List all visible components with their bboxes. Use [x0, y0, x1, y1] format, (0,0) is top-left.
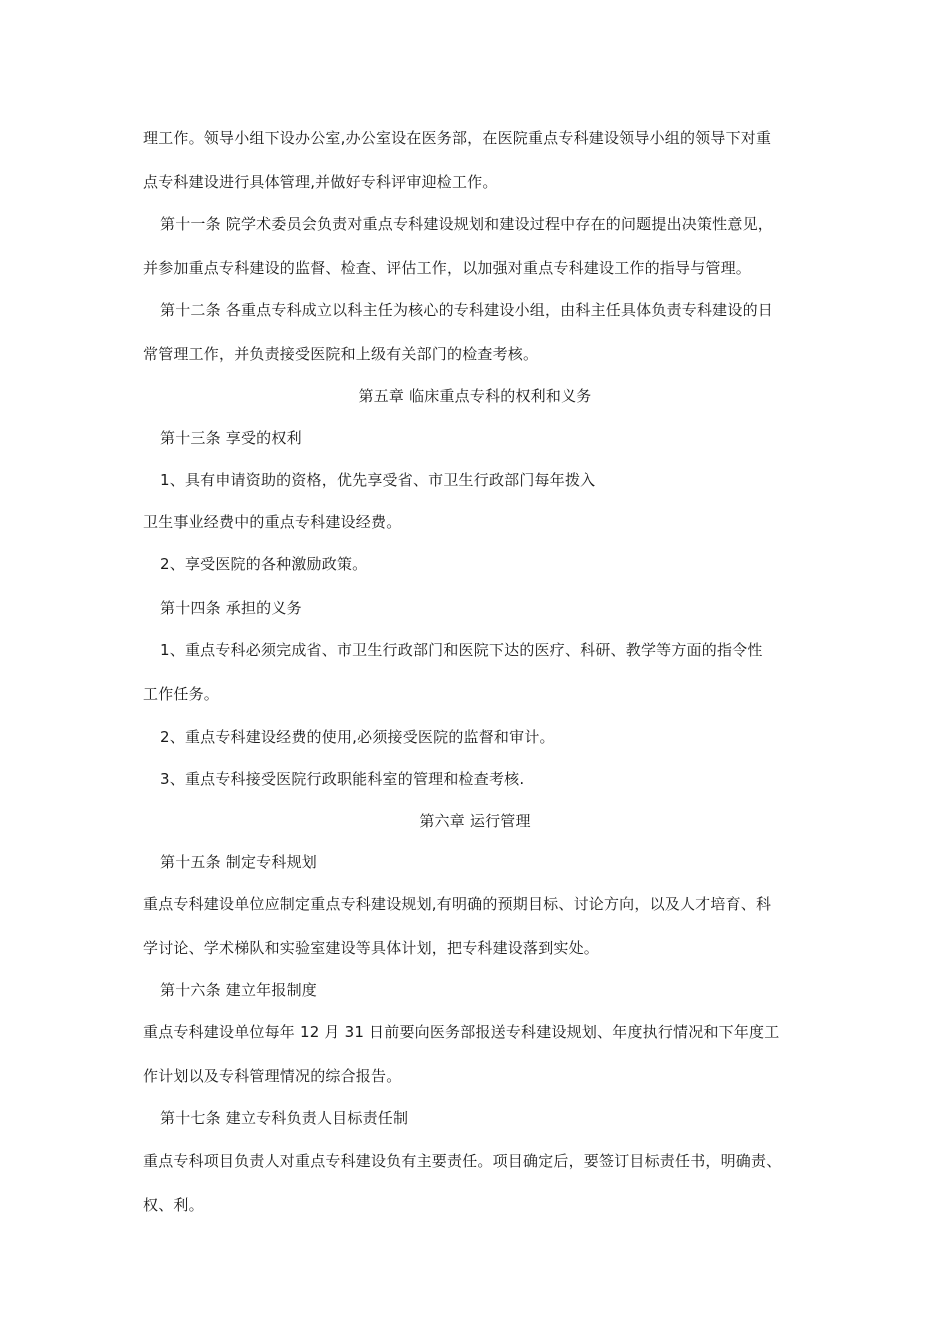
article-15-heading: 第十五条 制定专科规划: [160, 853, 317, 871]
article-11-line: 第十一条 院学术委员会负责对重点专科建设规划和建设过程中存在的问题提出决策性意见，: [160, 215, 773, 233]
paragraph-line: 卫生事业经费中的重点专科建设经费。: [143, 513, 402, 531]
chapter-5-heading: 第五章 临床重点专科的权利和义务: [358, 387, 592, 405]
list-item: 2、享受医院的各种激励政策。: [160, 555, 368, 573]
paragraph-line: 权、利。: [143, 1196, 204, 1214]
paragraph-line: 常管理工作，并负责接受医院和上级有关部门的检查考核。: [143, 345, 539, 363]
article-12-line: 第十二条 各重点专科成立以科主任为核心的专科建设小组，由科主任具体负责专科建设的日: [160, 301, 773, 319]
article-16-heading: 第十六条 建立年报制度: [160, 981, 317, 999]
list-item: 1、重点专科必须完成省、市卫生行政部门和医院下达的医疗、科研、教学等方面的指令性: [160, 641, 763, 659]
paragraph-line: 并参加重点专科建设的监督、检查、评估工作，以加强对重点专科建设工作的指导与管理。: [143, 259, 752, 277]
paragraph-line: 点专科建设进行具体管理,并做好专科评审迎检工作。: [143, 173, 498, 191]
article-14-heading: 第十四条 承担的义务: [160, 599, 302, 617]
paragraph-line: 理工作。领导小组下设办公室,办公室设在医务部，在医院重点专科建设领导小组的领导下对重: [143, 129, 772, 147]
article-17-heading: 第十七条 建立专科负责人目标责任制: [160, 1109, 409, 1127]
paragraph-line: 重点专科建设单位每年 12 月 31 日前要向医务部报送专科建设规划、年度执行情况和下年度工: [143, 1023, 780, 1041]
list-item: 3、重点专科接受医院行政职能科室的管理和检查考核.: [160, 770, 525, 788]
chapter-6-heading: 第六章 运行管理: [419, 812, 531, 830]
list-item: 1、具有申请资助的资格，优先享受省、市卫生行政部门每年拨入: [160, 471, 596, 489]
paragraph-line: 学讨论、学术梯队和实验室建设等具体计划，把专科建设落到实处。: [143, 939, 600, 957]
paragraph-line: 工作任务。: [143, 685, 220, 703]
paragraph-line: 重点专科项目负责人对重点专科建设负有主要责任。项目确定后，要签订目标责任书，明确责、: [143, 1152, 782, 1170]
paragraph-line: 重点专科建设单位应制定重点专科建设规划,有明确的预期目标、讨论方向，以及人才培育、科: [143, 895, 772, 913]
list-item: 2、重点专科建设经费的使用,必须接受医院的监督和审计。: [160, 728, 555, 746]
paragraph-line: 作计划以及专科管理情况的综合报告。: [143, 1067, 402, 1085]
article-13-heading: 第十三条 享受的权利: [160, 429, 302, 447]
